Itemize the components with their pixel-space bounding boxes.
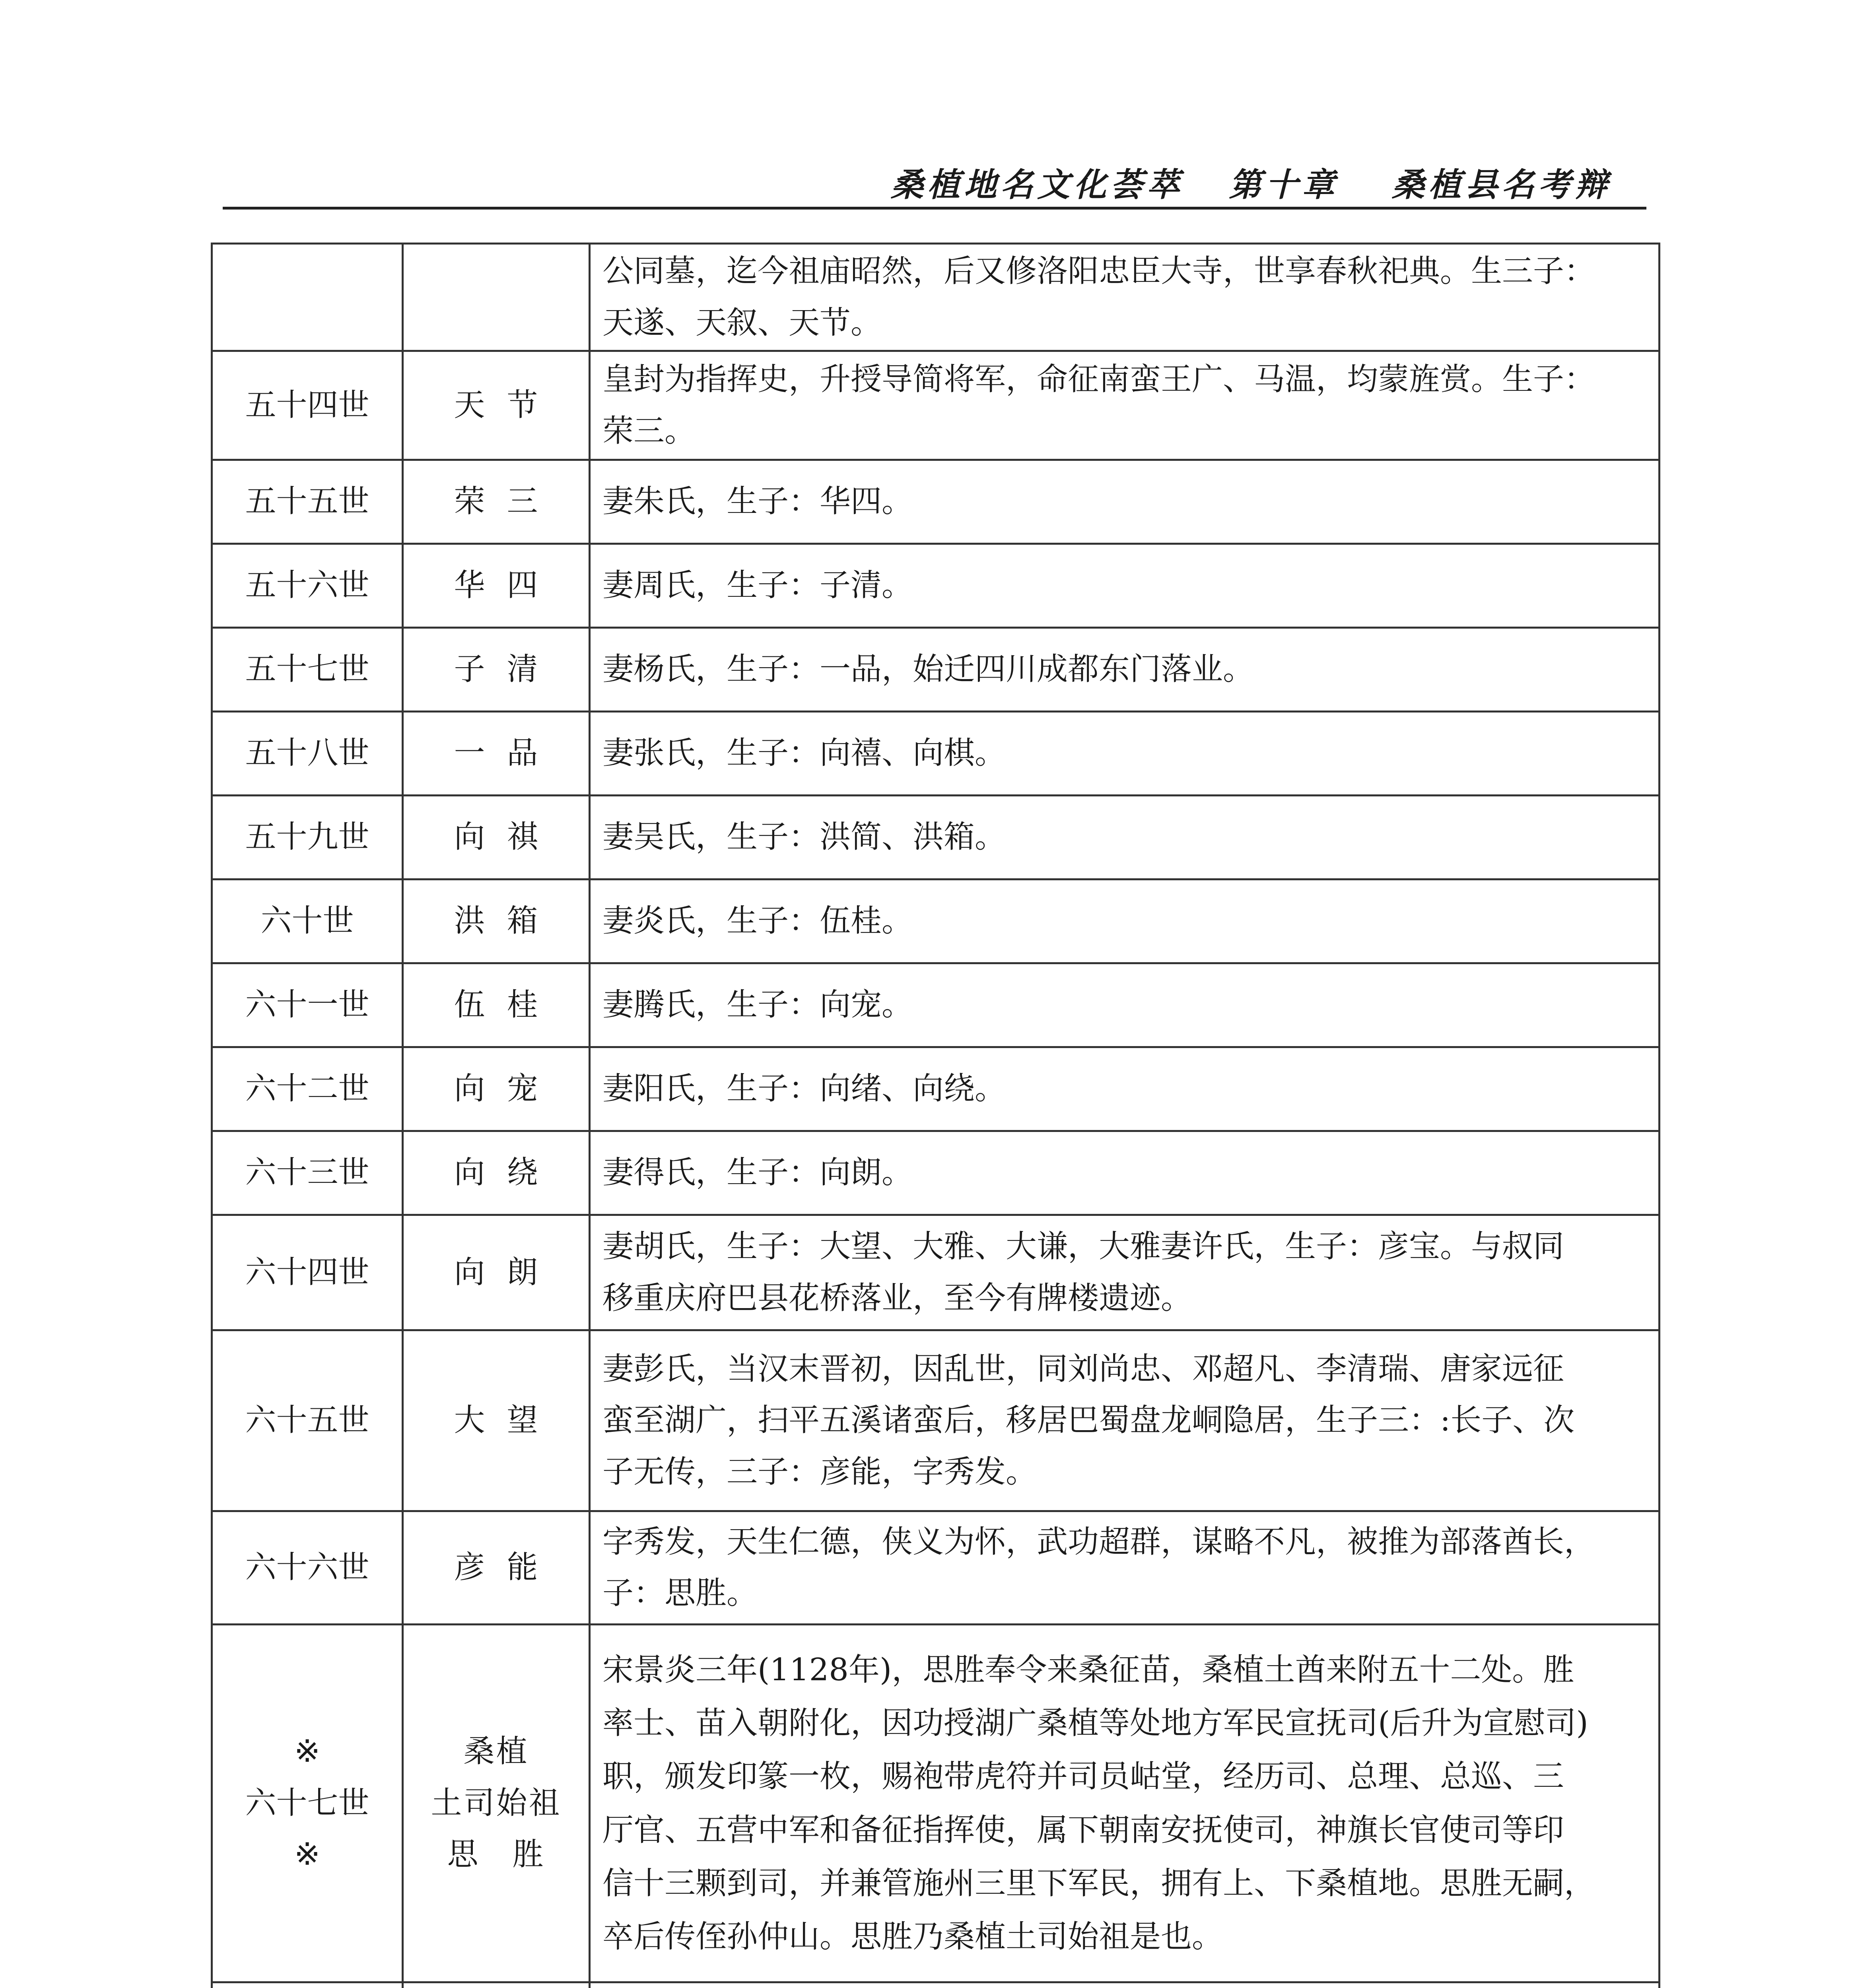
- description-line: 妻阳氏，生子：向绪、向绕。: [602, 1071, 1006, 1107]
- name-cell: 荣三: [403, 460, 590, 544]
- generation-cell: 六十一世: [212, 963, 403, 1047]
- name-cell: 伍桂: [403, 963, 590, 1047]
- description-line: 蛮至湖广，扫平五溪诸蛮后，移居巴蜀盘龙峒隐居，生子三：:长子、次: [602, 1402, 1575, 1439]
- description-line: 率士、苗入朝附化，因功授湖广桑植等处地方军民宣抚司(后升为宣慰司): [602, 1705, 1588, 1741]
- description-line: 宋景炎三年(1128年)，思胜奉令来桑征苗，桑植土酋来附五十二处。胜: [602, 1652, 1574, 1688]
- book-title: 桑植地名文化荟萃: [891, 166, 1183, 204]
- description-line: 妻胡氏，生子：大望、大雅、大谦，大雅妻许氏，生子：彦宝。与叔同: [602, 1229, 1564, 1265]
- description-cell: [590, 1215, 1660, 1330]
- description-cell: [590, 963, 1660, 1047]
- generation-cell: 五十四世: [212, 351, 403, 460]
- description-line: 卒后传侄孙仲山。思胜乃桑植土司始祖是也。: [602, 1918, 1223, 1955]
- name-cell: 大望: [403, 1330, 590, 1511]
- description-cell: [590, 879, 1660, 963]
- table-row: [212, 244, 1660, 351]
- name-cell: 华四: [403, 544, 590, 628]
- name-cell: [403, 1982, 590, 1988]
- description-line: 公同墓，迄今祖庙昭然，后又修洛阳忠臣大寺，世享春秋祀典。生三子：: [602, 253, 1595, 289]
- description-line: 妻杨氏，生子：一品，始迁四川成都东门落业。: [602, 651, 1254, 687]
- table-row: [212, 460, 1660, 544]
- description-line: 妻彭氏，当汉末晋初，因乱世，同刘尚忠、邓超凡、李清瑞、唐家远征: [602, 1351, 1564, 1387]
- table-row: [212, 351, 1660, 460]
- name-line: 桑植: [463, 1734, 529, 1770]
- generation-cell: [212, 1625, 403, 1982]
- description-line: 妻吴氏，生子：洪简、洪箱。: [602, 819, 1006, 855]
- generation-cell: 五十六世: [212, 544, 403, 628]
- reference-mark: ※: [294, 1837, 321, 1873]
- description-line: 荣三。: [602, 413, 696, 449]
- description-cell: [590, 1511, 1660, 1625]
- description-cell: [590, 1625, 1660, 1982]
- table-row: [212, 1982, 1660, 1988]
- generation-cell: 五十七世: [212, 628, 403, 712]
- name-cell: 子清: [403, 628, 590, 712]
- description-cell: [590, 351, 1660, 460]
- description-line: 字秀发，天生仁德，侠义为怀，武功超群，谋略不凡，被推为部落酋长，: [602, 1524, 1595, 1560]
- description-line: 职，颁发印篆一枚，赐袍带虎符并司员岵堂，经历司、总理、总巡、三: [602, 1759, 1564, 1795]
- description-line: 妻朱氏，生子：华四。: [602, 483, 913, 520]
- name-cell: 向宠: [403, 1047, 590, 1131]
- description-cell: [590, 460, 1660, 544]
- description-cell: [590, 628, 1660, 712]
- name-cell: 洪箱: [403, 879, 590, 963]
- table-row: [212, 1215, 1660, 1330]
- description-cell: [590, 1982, 1660, 1988]
- name-cell: 天节: [403, 351, 590, 460]
- table-row: [212, 1131, 1660, 1215]
- description-line: 妻腾氏，生子：向宠。: [602, 987, 913, 1023]
- genealogy-table: [211, 243, 1660, 1988]
- description-line: 子无传，三子：彦能，字秀发。: [602, 1454, 1037, 1490]
- name-cell: 向绕: [403, 1131, 590, 1215]
- description-cell: [590, 1047, 1660, 1131]
- table-row: [212, 544, 1660, 628]
- table-row: [212, 712, 1660, 796]
- description-line: 妻得氏，生子：向朗。: [602, 1155, 913, 1191]
- name-cell: 彦能: [403, 1511, 590, 1625]
- name-cell: 向祺: [403, 796, 590, 879]
- generation-cell: 六十三世: [212, 1131, 403, 1215]
- generation-cell: 五十九世: [212, 796, 403, 879]
- name-cell: [403, 244, 590, 351]
- description-line: 妻周氏，生子：子清。: [602, 567, 913, 604]
- generation-cell: [212, 244, 403, 351]
- generation-label: 六十七世: [245, 1785, 369, 1821]
- description-line: 妻张氏，生子：向禧、向棋。: [602, 735, 1006, 771]
- table-row: [212, 1511, 1660, 1625]
- description-cell: [590, 1330, 1660, 1511]
- description-line: 妻炎氏，生子：伍桂。: [602, 903, 913, 939]
- description-line: 厅官、五营中军和备征指挥使，属下朝南安抚使司，神旗长官使司等印: [602, 1812, 1564, 1848]
- table-row: [212, 796, 1660, 879]
- running-header: [223, 143, 1646, 210]
- description-cell: [590, 544, 1660, 628]
- reference-mark: ※: [294, 1734, 321, 1770]
- table-row: [212, 1330, 1660, 1511]
- description-cell: [590, 796, 1660, 879]
- table-row: [212, 963, 1660, 1047]
- description-line: 天遂、天叙、天节。: [602, 305, 882, 341]
- table-row: [212, 1047, 1660, 1131]
- generation-cell: 五十五世: [212, 460, 403, 544]
- table-row: [212, 1625, 1660, 1982]
- name-line: 思 胜: [447, 1837, 545, 1873]
- generation-cell: 五十八世: [212, 712, 403, 796]
- chapter-label: 第十章: [1229, 166, 1339, 204]
- description-cell: [590, 712, 1660, 796]
- name-line: 土司始祖: [431, 1785, 562, 1821]
- description-cell: [590, 244, 1660, 351]
- description-line: 信十三颗到司，并兼管施州三里下军民，拥有上、下桑植地。思胜无嗣，: [602, 1865, 1595, 1901]
- generation-cell: 六十五世: [212, 1330, 403, 1511]
- name-cell: 一品: [403, 712, 590, 796]
- generation-cell: 六十二世: [212, 1047, 403, 1131]
- table-row: [212, 879, 1660, 963]
- generation-cell: [212, 1982, 403, 1988]
- section-title: 桑植县名考辩: [1392, 166, 1611, 204]
- generation-cell: 六十世: [212, 879, 403, 963]
- description-line: 子：思胜。: [602, 1575, 758, 1611]
- generation-cell: 六十四世: [212, 1215, 403, 1330]
- table-row: [212, 628, 1660, 712]
- description-line: 皇封为指挥史，升授导简将军，命征南蛮王广、马温，均蒙旌赏。生子：: [602, 361, 1595, 398]
- description-cell: [590, 1131, 1660, 1215]
- name-cell: 向朗: [403, 1215, 590, 1330]
- name-cell: [403, 1625, 590, 1982]
- description-line: 移重庆府巴县花桥落业，至今有牌楼遗迹。: [602, 1280, 1192, 1316]
- generation-cell: 六十六世: [212, 1511, 403, 1625]
